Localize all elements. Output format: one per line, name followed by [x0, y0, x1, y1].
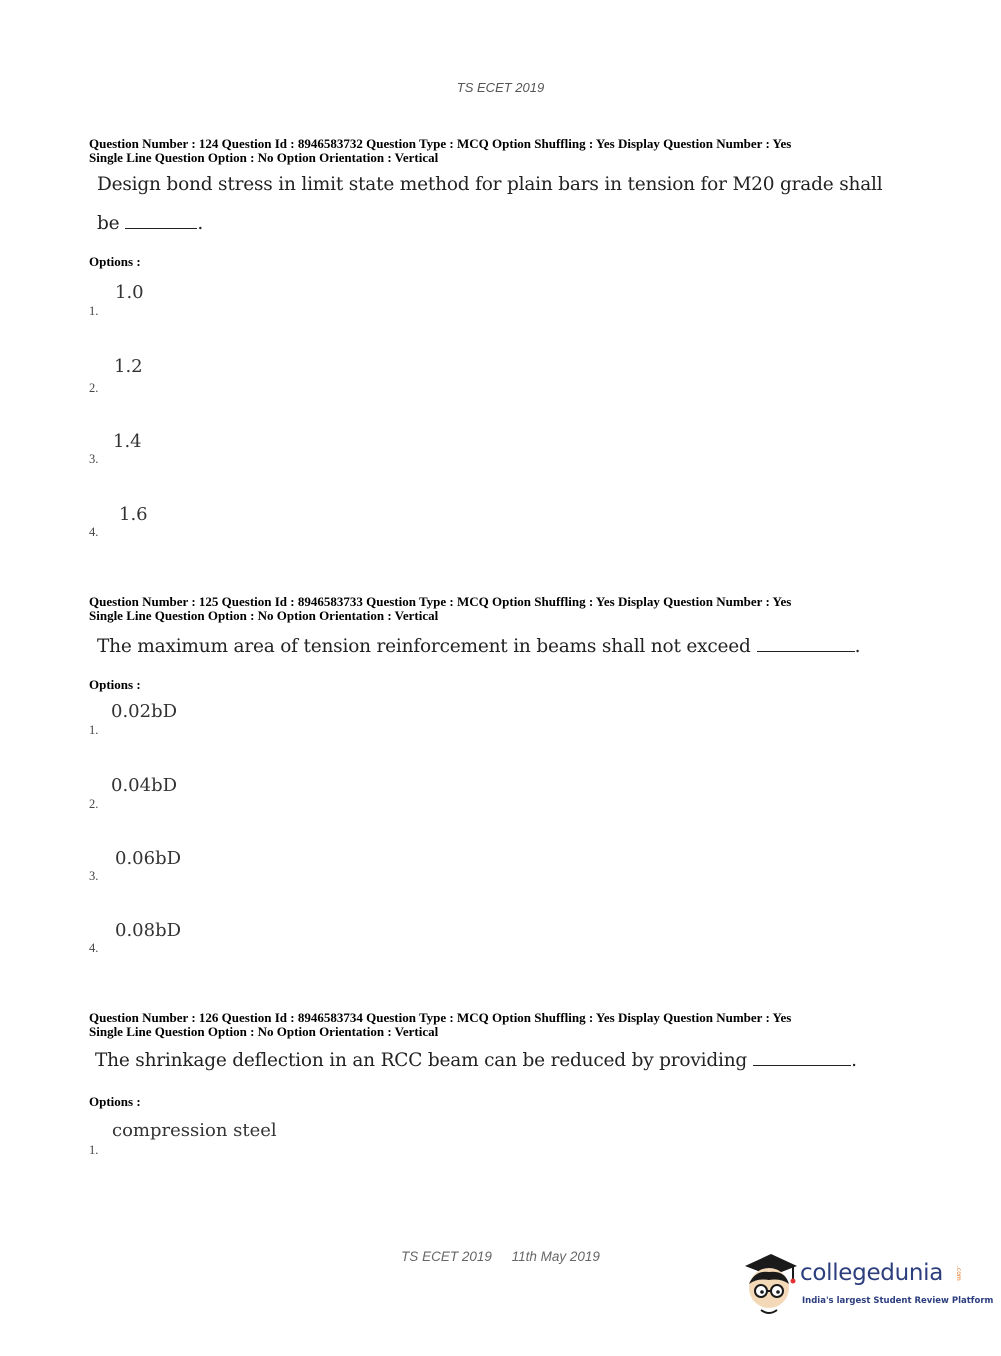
question-meta-line1: Question Number : 126 Question Id : 8946583734 Question Type : MCQ Option Shuffling : Yes Display Question Number : Yes: [89, 1010, 792, 1025]
option-number: 2.: [89, 381, 99, 395]
logo-suffix: .com: [955, 1266, 962, 1281]
question-meta-line1: Question Number : 125 Question Id : 8946583733 Question Type : MCQ Option Shuffling : Yes Display Question Number : Yes: [89, 594, 792, 609]
page-header-title: TS ECET 2019: [456, 80, 545, 95]
option-number: 3.: [89, 869, 99, 883]
footer-date: 11th May 2019: [511, 1249, 600, 1264]
question-text-end: .: [197, 213, 204, 234]
question-text-line1: [97, 636, 860, 657]
option-text: 0.02bD: [111, 701, 178, 722]
question-text-start: be: [97, 213, 120, 234]
option-number: 4.: [89, 941, 99, 955]
option-number: 4.: [89, 525, 99, 539]
option-text: 1.4: [113, 431, 142, 452]
question-meta-line1: Question Number : 124 Question Id : 8946583732 Question Type : MCQ Option Shuffling : Yes Display Question Number : Yes: [89, 136, 792, 151]
mascot-icon: [741, 1248, 801, 1320]
question-text-line1: Design bond stress in limit state method for plain bars in tension for M20 grade shall: [97, 174, 883, 195]
answer-blank: [757, 650, 855, 652]
collegedunia-logo: [741, 1248, 994, 1318]
option-text: 0.04bD: [111, 775, 178, 796]
logo-wordmark: collegedunia: [800, 1260, 944, 1286]
answer-blank: [753, 1064, 851, 1066]
answer-blank: [125, 227, 197, 229]
question-meta-line2: Single Line Question Option : No Option Orientation : Vertical: [89, 608, 439, 623]
footer-exam: TS ECET 2019: [401, 1249, 492, 1264]
question-meta-line2: Single Line Question Option : No Option Orientation : Vertical: [89, 150, 439, 165]
question-text-end: .: [854, 636, 861, 657]
option-number: 1.: [89, 1143, 99, 1157]
options-label: Options :: [89, 254, 141, 269]
option-text: 1.6: [119, 504, 148, 525]
question-meta-line2: Single Line Question Option : No Option Orientation : Vertical: [89, 1024, 439, 1039]
question-text-line2: [97, 213, 203, 234]
option-number: 1.: [89, 723, 99, 737]
logo-tagline: India's largest Student Review Platform: [802, 1296, 994, 1306]
options-label: Options :: [89, 1094, 141, 1109]
question-text-start: The maximum area of tension reinforcement in beams shall not exceed: [97, 636, 751, 657]
question-text-end: .: [851, 1050, 857, 1071]
option-text: compression steel: [112, 1120, 277, 1141]
question-text-start: The shrinkage deflection in an RCC beam can be reduced by providing: [95, 1050, 748, 1071]
option-text: 1.2: [114, 356, 143, 377]
option-text: 0.06bD: [115, 848, 182, 869]
option-text: 0.08bD: [115, 920, 182, 941]
option-text: 1.0: [115, 282, 144, 303]
options-label: Options :: [89, 677, 141, 692]
question-text-line1: [95, 1050, 857, 1071]
option-number: 3.: [89, 452, 99, 466]
option-number: 1.: [89, 304, 99, 318]
option-number: 2.: [89, 797, 99, 811]
